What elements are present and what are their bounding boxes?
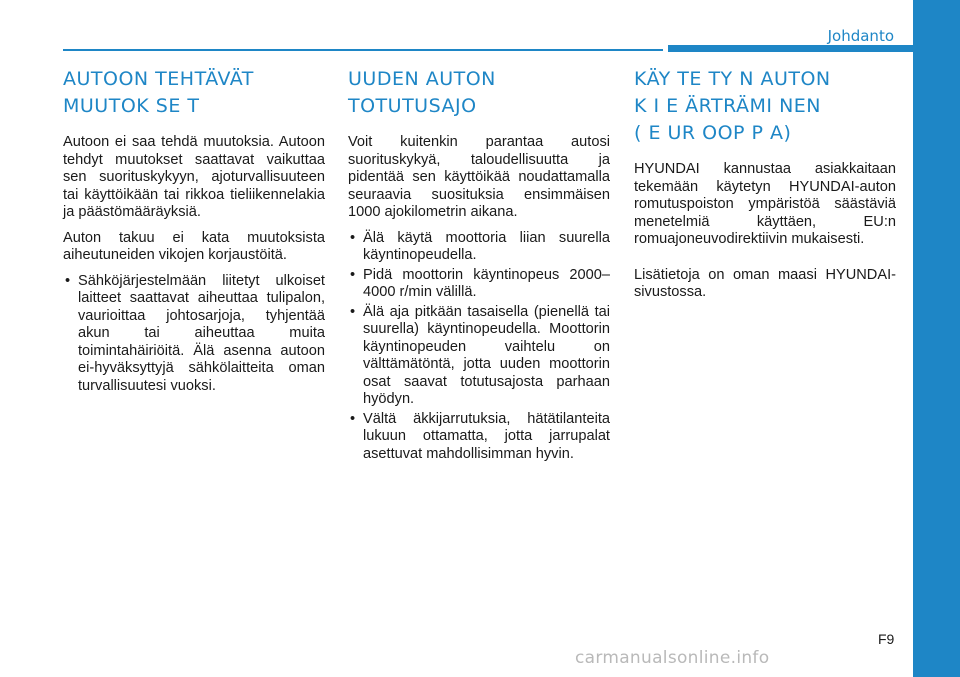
header-rule	[63, 49, 663, 51]
list-item: • Sähköjärjestelmään liitetyt ulkoiset laitteet saattavat aiheuttaa tulipalon, vaurioittaa johtosarjoja, tyhjentää akun tai aiheuttaa muita toimintahäiriöitä. Älä asenna autoon ei-hyväksyttyjä sähkölaitteita oman turvallisuutesi vuoksi.	[63, 273, 325, 396]
paragraph: Auton takuu ei kata muutoksista aiheutuneiden vikojen korjaustöitä.	[63, 229, 325, 263]
column-modifications	[63, 66, 325, 397]
paragraph: Lisätietoja on oman maasi HYUNDAI-sivustossa.	[634, 266, 896, 300]
heading-line: UUDEN AUTON	[348, 68, 496, 90]
list-item: • Älä aja pitkään tasaisella (pienellä tai suurella) käyntinopeudella. Moottorin käyntinopeuden vaihtelu on välttämätöntä, jotta uuden moottorin osat saavat totutusajosta parhaan hyödyn.	[348, 304, 610, 409]
heading-disposal	[634, 66, 896, 147]
watermark: carmanualsonline.info	[575, 648, 770, 668]
heading-line: TOTUTUSAJO	[348, 95, 477, 117]
heading-break-in	[348, 66, 610, 120]
heading-line: KÄY TE TY N AUTON	[634, 68, 831, 90]
heading-line: MUUTOK SE T	[63, 95, 200, 117]
list-item: • Pidä moottorin käyntinopeus 2000–4000 r/min välillä.	[348, 267, 610, 302]
heading-line: AUTOON TEHTÄVÄT	[63, 68, 254, 90]
heading-line: ( E UR OOP P A)	[634, 122, 792, 144]
paragraph: Voit kuitenkin parantaa autosi suorituskykyä, taloudellisuutta ja pidentää sen käyttöikää noudattamalla seuraavia suosituksia ensimmäisen 1000 ajokilometrin aikana.	[348, 134, 610, 220]
side-color-band	[913, 0, 960, 677]
bullet-list	[63, 273, 325, 396]
heading-modifications	[63, 66, 325, 120]
list-item: • Älä käytä moottoria liian suurella käyntinopeudella.	[348, 230, 610, 265]
header-rule-accent	[668, 45, 913, 52]
paragraph: HYUNDAI kannustaa asiakkaitaan tekemään käytetyn HYUNDAI-auton romutuspoiston ympäristöä säästäviä menetelmiä käyttäen, EU:n romuajoneuvodirektiivin mukaisesti.	[634, 161, 896, 247]
heading-line: K I E ÄRTRÄMI NEN	[634, 95, 822, 117]
list-item: • Vältä äkkijarrutuksia, hätätilanteita lukuun ottamatta, jotta jarrupalat asettuvat mahdollisimman hyvin.	[348, 411, 610, 464]
bullet-list	[348, 230, 610, 464]
column-disposal	[634, 66, 896, 310]
paragraph: Autoon ei saa tehdä muutoksia. Autoon tehdyt muutokset saattavat vaikuttaa sen suorituskykyyn, ajoturvallisuuteen tai käyttöikään tai rikkoa tieliikennelakia ja päästömääräyksiä.	[63, 134, 325, 220]
page-number: F9	[878, 631, 895, 647]
section-title: Johdanto	[827, 27, 894, 45]
column-break-in	[348, 66, 610, 465]
